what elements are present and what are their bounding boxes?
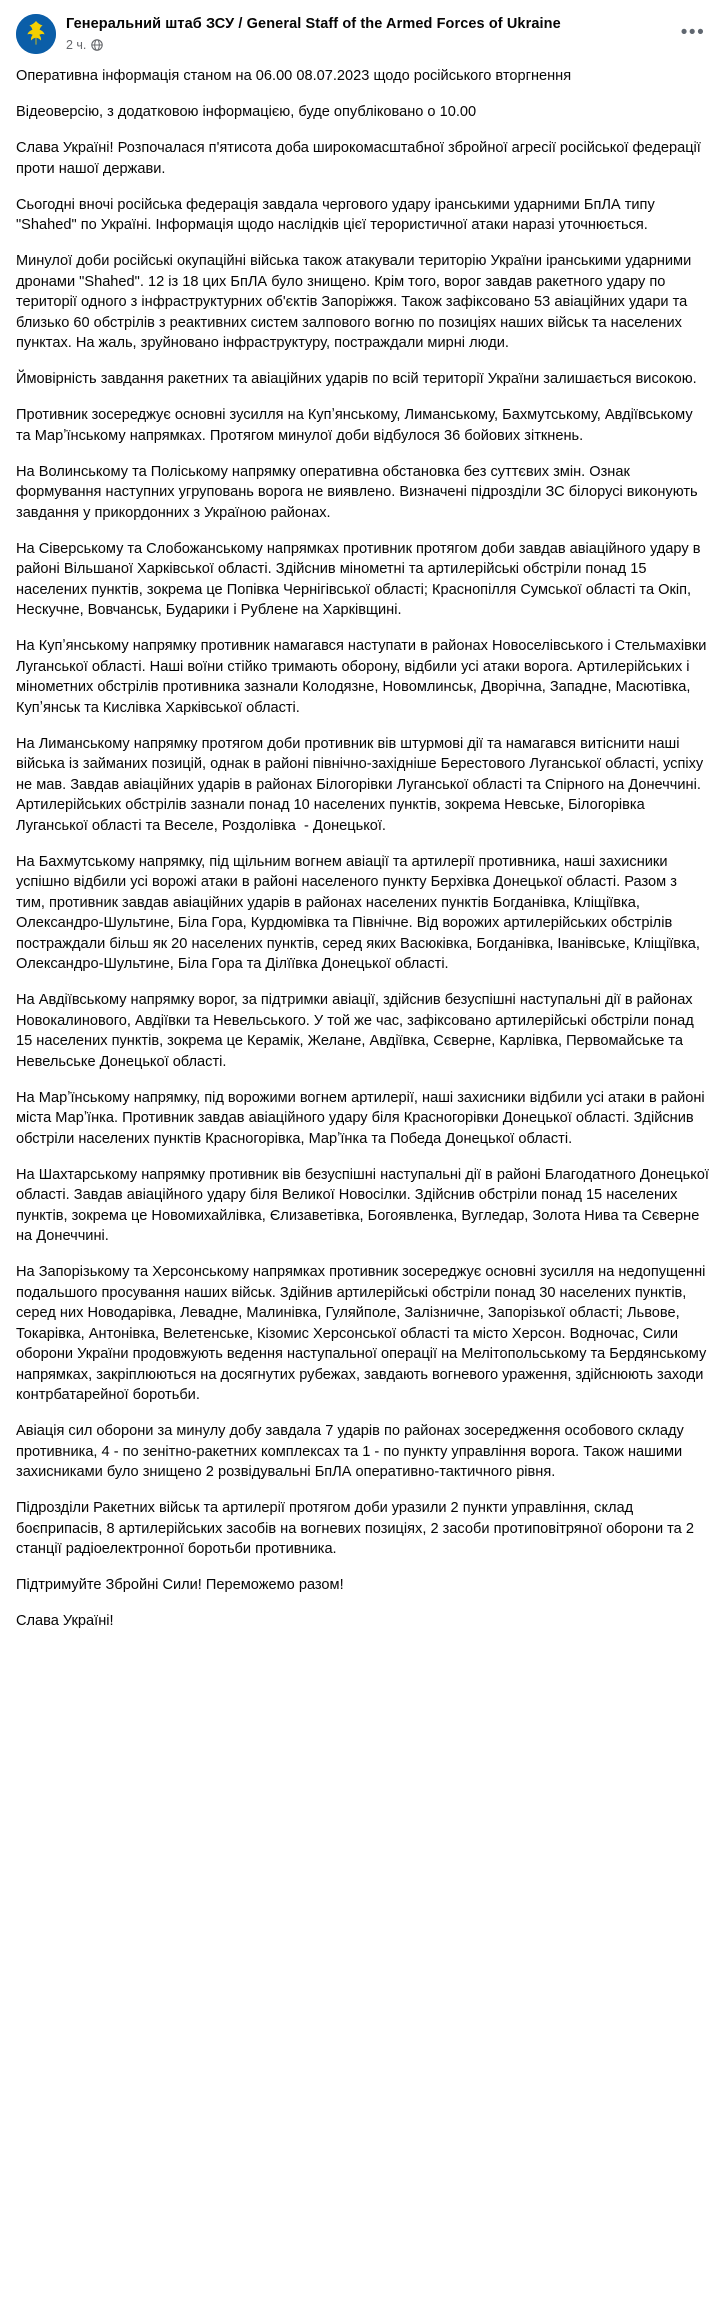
post-paragraph: На Запорізькому та Херсонському напрямках противник зосереджує основні зусилля на недопущенні подальшого просування наших військ. Здійнив артилерійські обстріли понад 30 населених пунктів, серед них Новодарівка, Левадне, Малинівка, Гуляйполе, Залізничне, Запорізької області; Львове, Токарівка, Антонівка, Велетенське, Кізомис Херсонської області та місто Херсон. Водночас, Сили оборони України продовжують ведення наступальної операції на Мелітопольському та Бердянському напрямках, закріплюються на досягнутих рубежах, завдають вогневого ураження, здійснюють заходи контрбатарейної боротьби. bbox=[16, 1264, 711, 1403]
post-paragraph: Підрозділи Ракетних військ та артилерії протягом доби уразили 2 пункти управління, склад боєприпасів, 8 артилерійських засобів на вогневих позиціях, 2 засоби протиповітряної оборони та 2 станції радіоелектронної боротьби противника. bbox=[16, 1500, 699, 1557]
post-body bbox=[0, 60, 725, 1650]
page-name[interactable]: Генеральний штаб ЗСУ / General Staff of the Armed Forces of Ukraine bbox=[66, 16, 561, 32]
post-paragraph: На Лиманському напрямку протягом доби противник вів штурмові дії та намагався витіснити наші війська із займаних позицій, однак в районі північно-західніше Берестового Луганської області, успіху не мав. Завдав авіаційних ударів в районах Білогорівки Луганської області та Спірного на Донеччині. Артилерійських обстрілів зазнали понад 10 населених пунктів, зокрема Невське, Білогорівка Луганської області та Веселе, Роздолівка - Донецької. bbox=[16, 735, 708, 834]
post-header bbox=[0, 0, 725, 60]
post-paragraph: Слава Україні! Розпочалася п'ятисота доба широкомасштабної збройної агресії російської федерації проти нашої держави. bbox=[16, 140, 705, 177]
post-paragraph: Слава Україні! bbox=[16, 1613, 114, 1629]
post-paragraph: Авіація сил оборони за минулу добу завдала 7 ударів по районах зосередження особового складу противника, 4 - по зенітно-ракетних комплексах та 1 - по пункту управління ворога. Також нашими захисниками було знищено 2 розвідувальні БпЛА оперативно-тактичного рівня. bbox=[16, 1423, 688, 1480]
post-paragraph: На Сіверському та Слобожанському напрямках противник протягом доби завдав авіаційного удару в районі Вільшаної Харківської області. Здійснив мінометні та артилерійські обстріли понад 15 населених пунктів, зокрема це Попівка Чернігівської області; Краснопілля Сумської області та Окіп, Нескучне, Вовчанськ, Бударики і Рублене на Харківщині. bbox=[16, 540, 705, 618]
post-paragraph: На Авдіївському напрямку ворог, за підтримки авіації, здійснив безуспішні наступальні дії в районах Новокалинового, Авдіївки та Невельського. У той же час, зафіксовано артилерійські обстріли понад 15 населених пунктів, зокрема це Керамік, Желане, Авдіївка, Сєверне, Карлівка, Первомайське та Невельське Донецької області. bbox=[16, 992, 698, 1070]
post-paragraph: Відеоверсію, з додатковою інформацією, буде опубліковано о 10.00 bbox=[16, 104, 477, 120]
post-paragraph: На Бахмутському напрямку, під щільним вогнем авіації та артилерії противника, наші захисники успішно відбили усі ворожі атаки в районі населеного пункту Берхівка Донецької області. Разом з тим, противник завдав авіаційних ударів в районах населених пунктів Богданівка, Кліщіївка, Олександро-Шультине, Біла Гора, Курдюмівка та Північне. Від ворожих артилерійських обстрілів постраждали більш як 20 населених пунктів, серед яких Васюківка, Богданівка, Іванівське, Кліщіївка, Олександро-Шультине, Біла Гора та Ділїївка Донецької області. bbox=[16, 853, 705, 972]
post-paragraph: На Шахтарському напрямку противник вів безуспішні наступальні дії в районі Благодатного Донецької області. Завдав авіаційного удару біля Великої Новосілки. Здійснив обстріли понад 15 населених пунктів, зокрема це Новомихайлівка, Єлизаветівка, Богоявленка, Вугледар, Золота Нива та Сєверне на Донеччині. bbox=[16, 1166, 713, 1244]
post-paragraph: На Марʼїнському напрямку, під ворожими вогнем артилерії, наші захисники відбили усі атаки в районі міста Марʼїнка. Противник завдав авіаційного удару біля Красногорівки Донецької області. Здійснив обстріли населених пунктів Красногорівка, Марʼїнка та Победа Донецької області. bbox=[16, 1089, 709, 1147]
post-more-options-button[interactable]: ••• bbox=[680, 21, 706, 43]
globe-icon bbox=[91, 39, 103, 51]
post-paragraph: Противник зосереджує основні зусилля на Купʼянському, Лиманському, Бахмутському, Авдіївському та Марʼїнському напрямках. Протягом минулої доби відбулося 36 бойових зіткнень. bbox=[16, 407, 697, 444]
post-paragraph: На Волинському та Поліському напрямку оперативна обстановка без суттєвих змін. Ознак формування наступних угруповань ворога не виявлено. Визначені підрозділи ЗС білорусі виконують завдання у прикордонних з Україною районах. bbox=[16, 463, 702, 521]
post-paragraph: Ймовірність завдання ракетних та авіаційних ударів по всій території України залишається високою. bbox=[16, 371, 697, 387]
post-paragraph: Сьогодні вночі російська федерація завдала чергового удару іранськими ударними БпЛА типу "Shahed" по Україні. Інформація щодо наслідків цієї терористичної атаки наразі уточнюється. bbox=[16, 196, 659, 233]
post-paragraph: На Купʼянському напрямку противник намагався наступати в районах Новоселівського і Стельмахівки Луганської області. Наші воїни стійко тримають оборону, відбили усі атаки ворога. Артилерійських і мінометних обстрілів противника зазнали Колодязне, Новомлинськ, Дворічна, Западне, Масютівка, Купʼянськ та Кислівка Харківської області. bbox=[16, 638, 711, 716]
avatar[interactable] bbox=[16, 14, 56, 54]
post-meta bbox=[66, 37, 677, 53]
post-timestamp[interactable]: 2 ч. bbox=[66, 38, 87, 52]
post-paragraph: Підтримуйте Збройні Сили! Переможемо разом! bbox=[16, 1577, 344, 1593]
post-author-block bbox=[56, 14, 677, 53]
post-paragraph: Оперативна інформація станом на 06.00 08.07.2023 щодо російського вторгнення bbox=[16, 68, 572, 84]
post-paragraph: Минулої доби російські окупаційні війська також атакували територію України іранськими ударними дронами "Shahed". 12 із 18 цих БпЛА було знищено. Крім того, ворог завдав ракетного удару по території одного з інфраструктурних об'єктів Запоріжжя. Також зафіксовано 53 авіаційних удари та близько 60 обстрілів з реактивних систем залпового вогню по позиціях наших військ та населених пунктах. На жаль, зруйновано інфраструктуру, постраждали мирні люди. bbox=[16, 253, 696, 351]
